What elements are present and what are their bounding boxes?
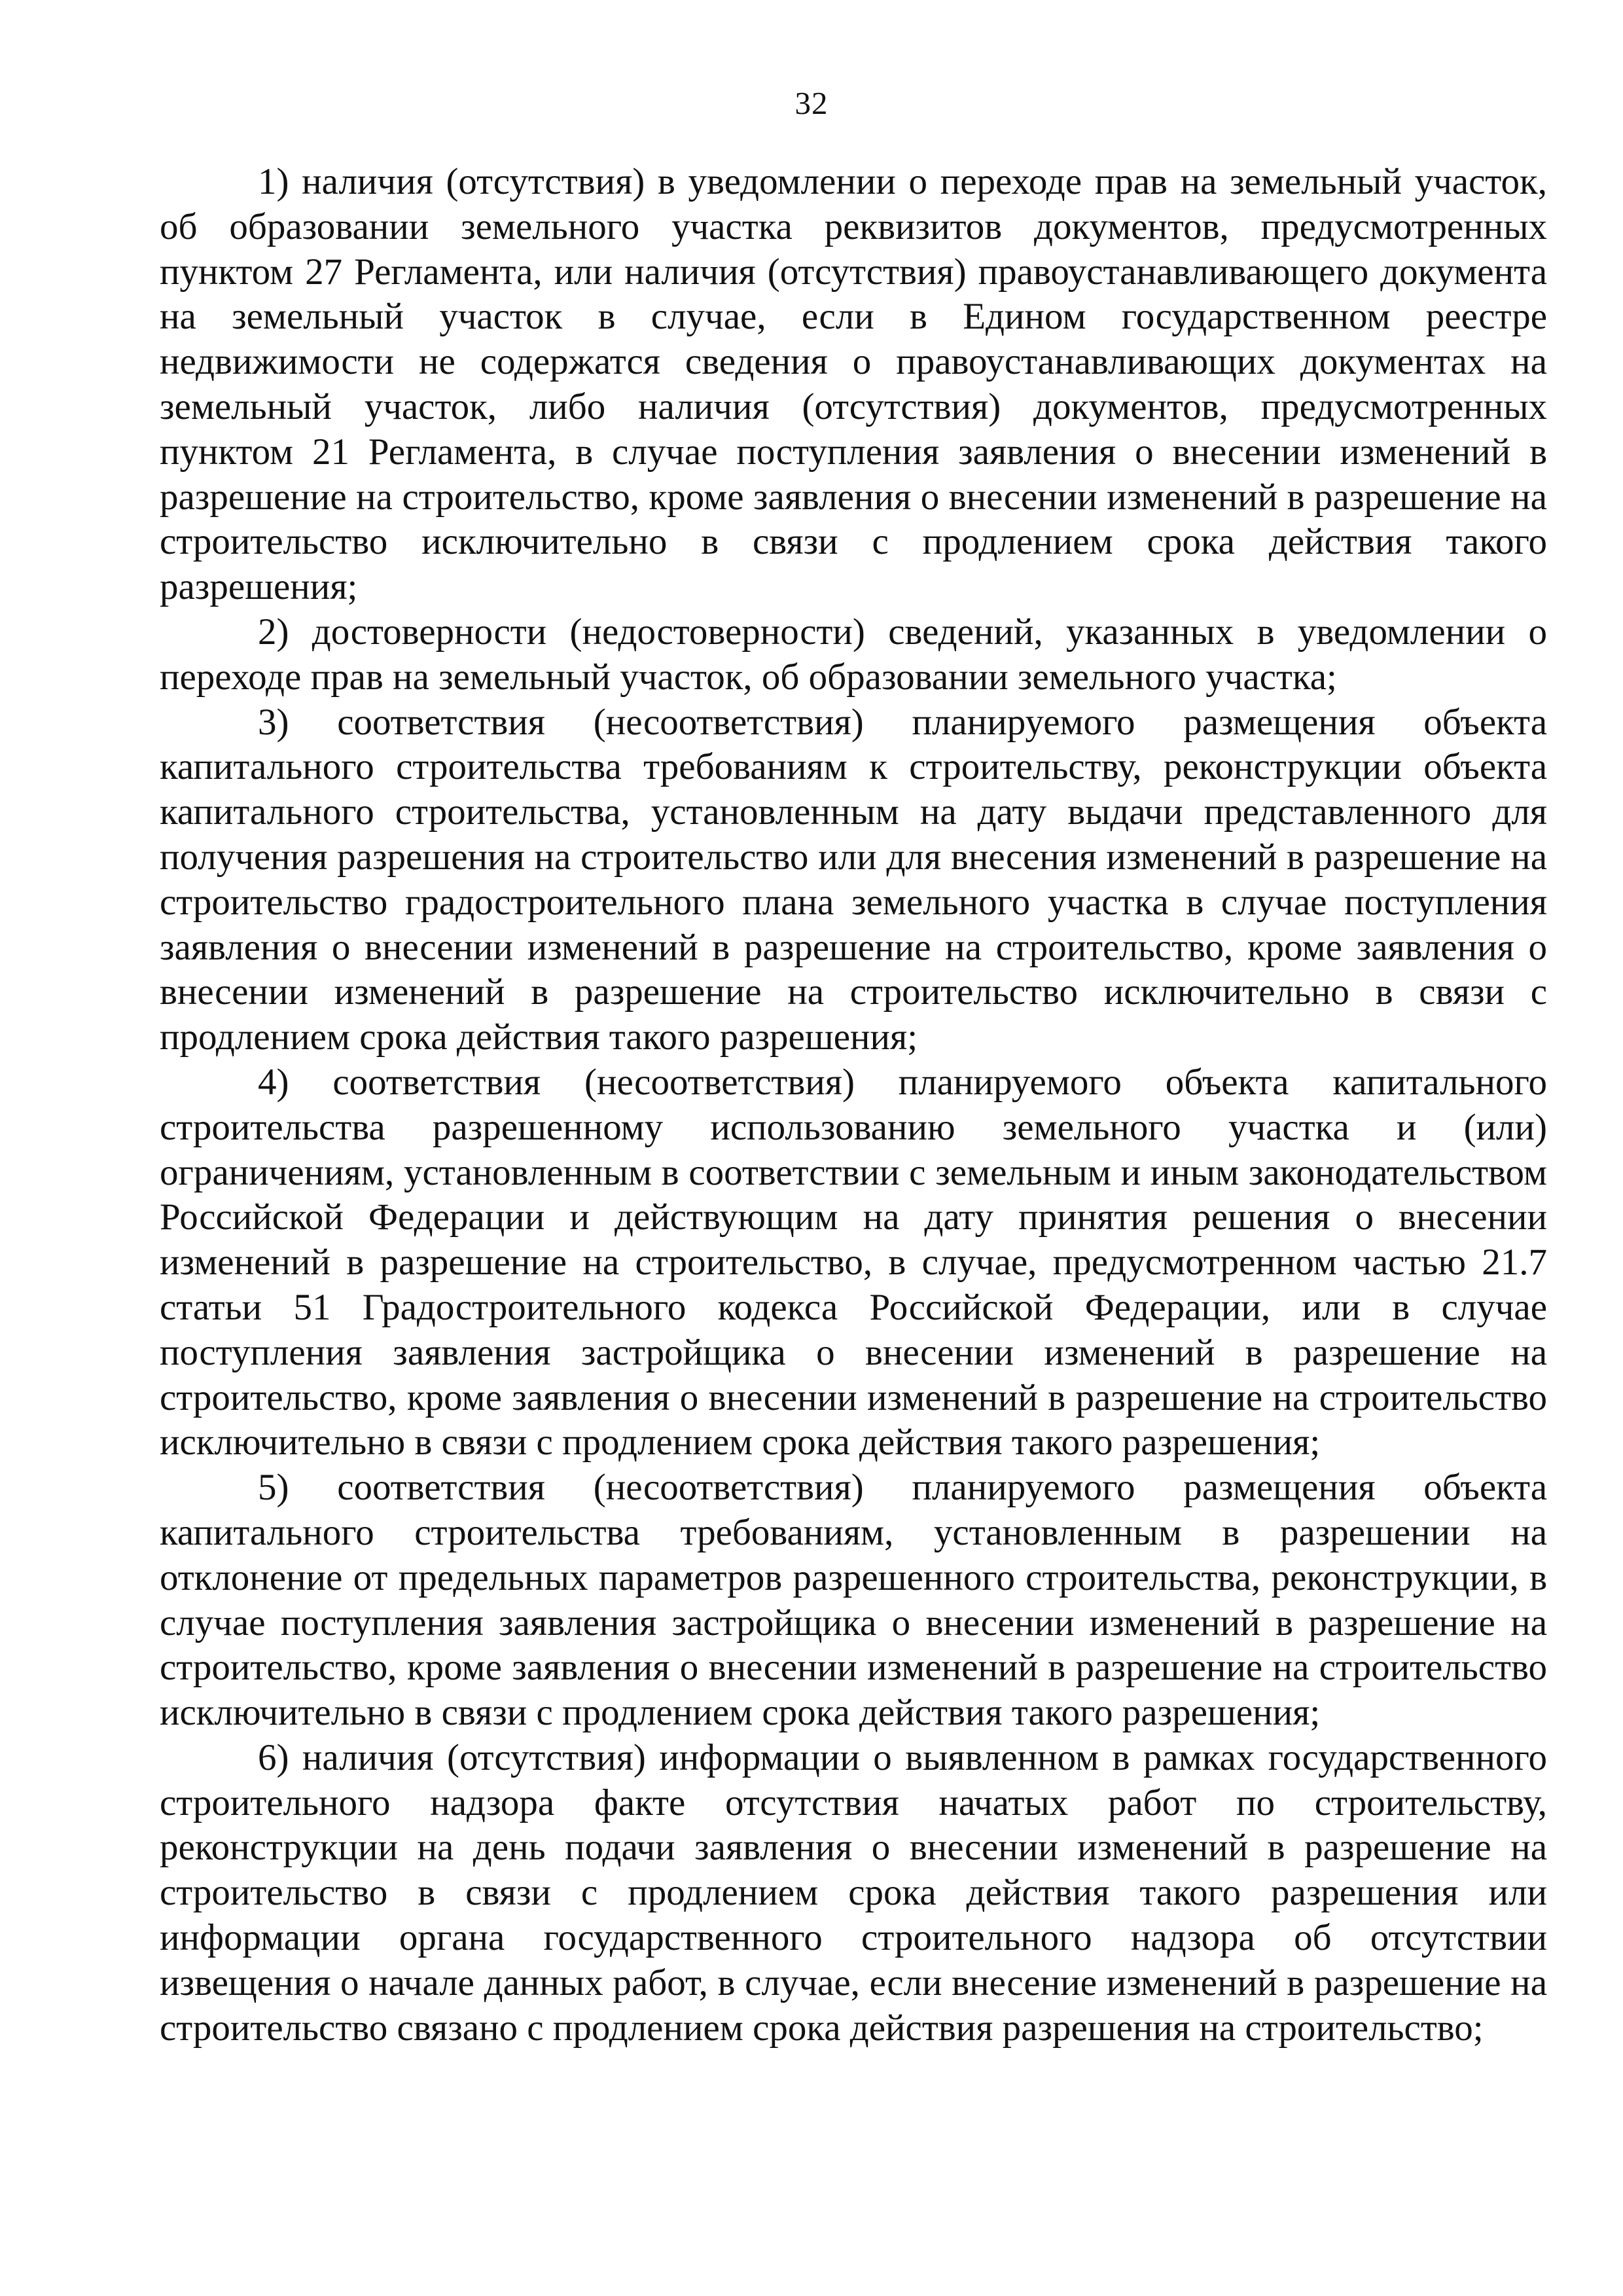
document-body <box>160 160 1547 2051</box>
page-number: 32 <box>794 85 829 121</box>
paragraph-item-4: 4) соответствия (несоответствия) планируемого объекта капитального строительства разрешенному использованию земельного участка и (или) ограничениям, установленным в соответствии с земельным и иным законодательством Российской Федерации и действующим на дату принятия решения о внесении изменений в разрешение на строительство, в случае, предусмотренном частью 21.7 статьи 51 Градостроительного кодекса Российской Федерации, или в случае поступления заявления застройщика о внесении изменений в разрешение на строительство, кроме заявления о внесении изменений в разрешение на строительство исключительно в связи с продлением срока действия такого разрешения; <box>160 1061 1547 1463</box>
paragraph-item-6: 6) наличия (отсутствия) информации о выявленном в рамках государственного строительного надзора факте отсутствия начатых работ по строительству, реконструкции на день подачи заявления о внесении изменений в разрешение на строительство в связи с продлением срока действия такого разрешения или информации органа государственного строительного надзора об отсутствии извещения о начале данных работ, в случае, если внесение изменений в разрешение на строительство связано с продлением срока действия разрешения на строительство; <box>160 1736 1547 2049</box>
paragraph-item-5: 5) соответствия (несоответствия) планируемого размещения объекта капитального строительства требованиям, установленным в разрешении на отклонение от предельных параметров разрешенного строительства, реконструкции, в случае поступления заявления застройщика о внесении изменений в разрешение на строительство, кроме заявления о внесении изменений в разрешение на строительство исключительно в связи с продлением срока действия такого разрешения; <box>160 1467 1547 1734</box>
paragraph-item-3: 3) соответствия (несоответствия) планируемого размещения объекта капитального строительства требованиям к строительству, реконструкции объекта капитального строительства, установленным на дату выдачи представленного для получения разрешения на строительство или для внесения изменений в разрешение на строительство градостроительного плана земельного участка в случае поступления заявления о внесении изменений в разрешение на строительство, кроме заявления о внесении изменений в разрешение на строительство исключительно в связи с продлением срока действия такого разрешения; <box>160 701 1547 1058</box>
paragraph-item-1: 1) наличия (отсутствия) в уведомлении о переходе прав на земельный участок, об образовании земельного участка реквизитов документов, предусмотренных пунктом 27 Регламента, или наличия (отсутствия) правоустанавливающего документа на земельный участок в случае, если в Едином государственном реестре недвижимости не содержатся сведения о правоустанавливающих документах на земельный участок, либо наличия (отсутствия) документов, предусмотренных пунктом 21 Регламента, в случае поступления заявления о внесении изменений в разрешение на строительство, кроме заявления о внесении изменений в разрешение на строительство исключительно в связи с продлением срока действия такого разрешения; <box>160 161 1547 608</box>
paragraph-item-2: 2) достоверности (недостоверности) сведений, указанных в уведомлении о переходе прав на земельный участок, об образовании земельного участка; <box>160 611 1547 698</box>
